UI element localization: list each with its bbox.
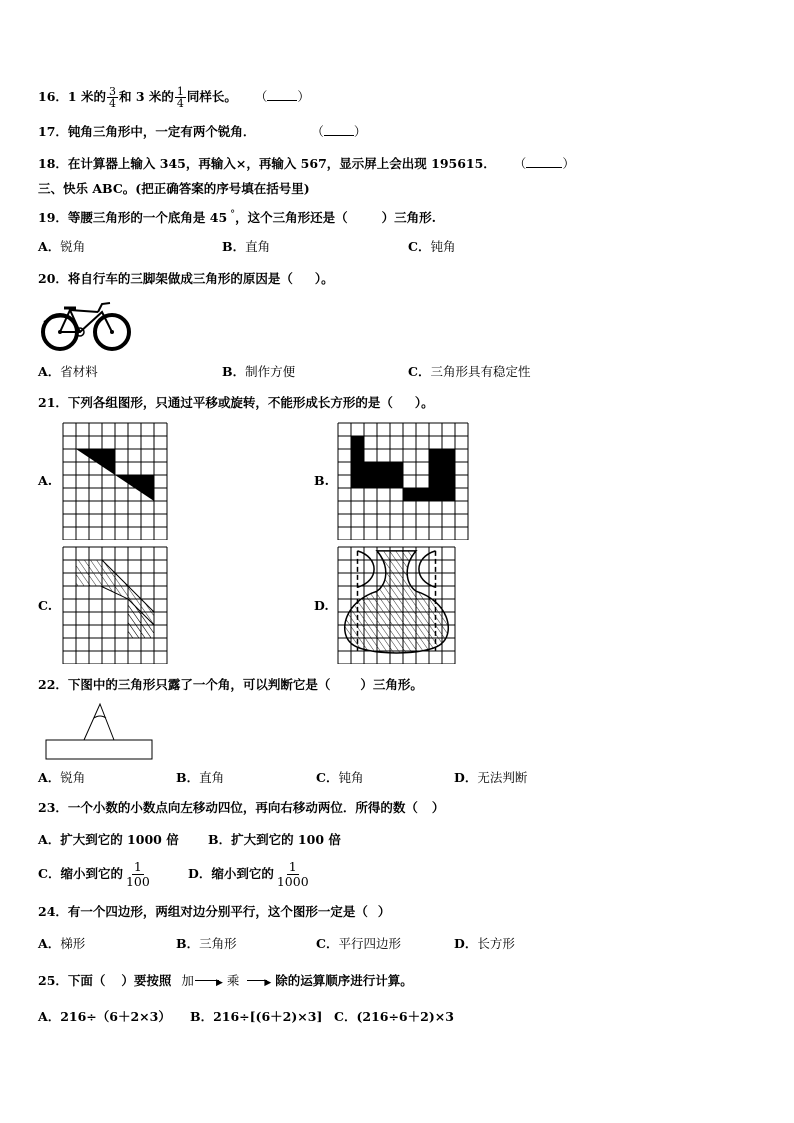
q23-option-a[interactable]: A．扩大到它的 1000 倍 [38,832,179,847]
grid-figure-a [62,422,170,540]
q25-option-b[interactable]: B．216÷[(6＋2)×3] [190,1009,323,1024]
q19-option-a[interactable]: A．锐角 [38,239,86,254]
q20-option-c[interactable]: C．三角形具有稳定性 [408,364,531,379]
q24-option-b[interactable]: B．三角形 [176,936,237,951]
q23-option-c[interactable]: C．缩小到它的 $\frac{1}{100}$ [38,859,150,889]
q21-label-d[interactable]: D. [314,598,329,613]
question-18: 18．在计算器上输入 345，再输入×，再输入 567，显示屏上会出现 195615． （ ） [38,156,575,171]
q24-option-d[interactable]: D．长方形 [454,936,515,951]
q19-option-c[interactable]: C．钝角 [408,239,456,254]
q25-option-c[interactable]: C．(216÷6＋2)×3 [334,1009,454,1024]
question-25: 25．下面（ ）要按照 加 ▶ 乘 ▶ 除的运算顺序进行计算。 [38,973,413,988]
fraction-1-100: $\frac{1}{100}$ [125,859,150,889]
section-heading-3: 三、快乐 ABC。(把正确答案的序号填在括号里) [38,181,310,196]
grid-figure-c [62,546,170,664]
answer-blank-16[interactable] [267,100,297,101]
q20-option-a[interactable]: A．省材料 [38,364,98,379]
question-21: 21．下列各组图形，只通过平移或旋转，不能形成长方形的是（ ）。 [38,395,434,410]
q24-option-c[interactable]: C．平行四边形 [316,936,401,951]
fraction-1-1000: $\frac{1}{1000}$ [276,859,309,889]
q24-option-a[interactable]: A．梯形 [38,936,86,951]
q25-option-a[interactable]: A．216÷（6＋2×3） [38,1009,171,1024]
answer-blank-18[interactable] [526,167,562,168]
question-23: 23．一个小数的小数点向左移动四位，再向右移动两位．所得的数（ ） [38,800,445,815]
q22-option-a[interactable]: A．锐角 [38,770,86,785]
question-16: 16．1 米的 $\frac{3}{4}$ 和 3 米的 $\frac{1}{4}$ 同样长。 （ ） [38,85,310,110]
fraction-1-4: $\frac{1}{4}$ [176,85,184,110]
q21-label-b[interactable]: B. [314,473,329,488]
fraction-3-4: $\frac{3}{4}$ [108,85,116,110]
q21-label-a[interactable]: A. [38,473,53,488]
q23-option-b[interactable]: B．扩大到它的 100 倍 [208,832,341,847]
q22-option-b[interactable]: B．直角 [176,770,225,785]
bicycle-image [40,298,132,352]
question-24: 24．有一个四边形，两组对边分别平行，这个图形一定是（ ） [38,904,391,919]
question-20: 20．将自行车的三脚架做成三角形的原因是（ ）。 [38,271,334,286]
question-19: 19．等腰三角形的一个底角是 45 °，这个三角形还是（ ）三角形. [38,209,437,226]
hidden-triangle-figure [44,700,156,762]
q19-option-b[interactable]: B．直角 [222,239,271,254]
q22-option-d[interactable]: D．无法判断 [454,770,528,785]
q21-label-c[interactable]: C. [38,598,53,613]
grid-figure-b [337,422,471,540]
question-17: 17．钝角三角形中，一定有两个锐角． （ ） [38,124,367,139]
q20-option-b[interactable]: B．制作方便 [222,364,296,379]
grid-figure-d [337,546,459,664]
question-22: 22．下图中的三角形只露了一个角，可以判断它是（ ）三角形。 [38,677,423,692]
answer-blank-17[interactable] [324,135,354,136]
q22-option-c[interactable]: C．钝角 [316,770,364,785]
shape-d-vase [345,551,449,653]
q23-option-d[interactable]: D．缩小到它的 $\frac{1}{1000}$ [188,859,309,889]
